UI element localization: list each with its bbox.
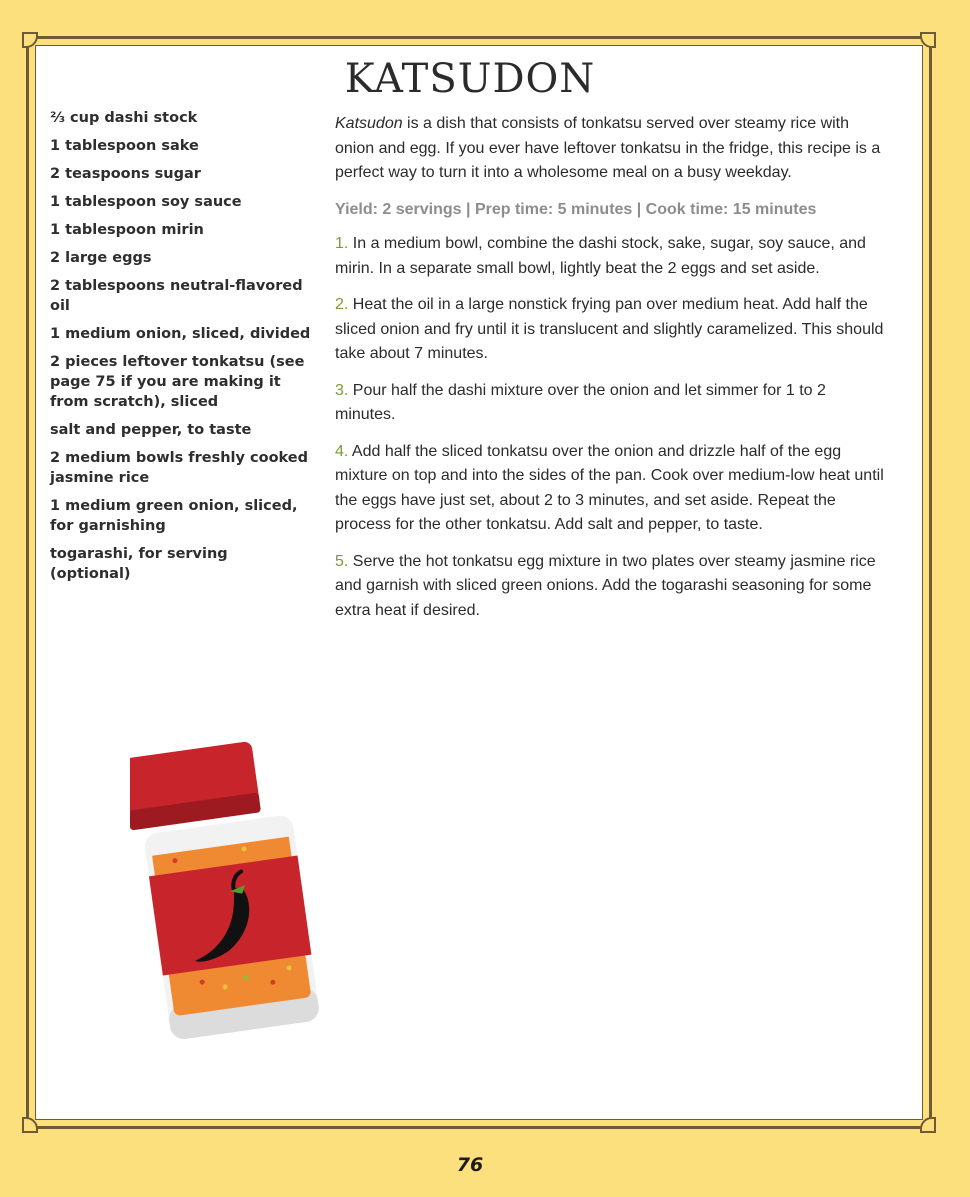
step-number: 3. bbox=[335, 381, 349, 399]
step-number: 4. bbox=[335, 442, 349, 460]
ingredient-item: 2 large eggs bbox=[50, 250, 152, 266]
step-text: Heat the oil in a large nonstick frying pan over medium heat. Add half the sliced onion and fry until it is translucent and slightly caramelized. This should take about 7 minutes. bbox=[335, 296, 884, 362]
step-number: 1. bbox=[335, 235, 349, 252]
ingredient-item: 2 teaspoons sugar bbox=[50, 166, 201, 182]
recipe-step bbox=[335, 293, 885, 367]
ingredient-item: 1 tablespoon mirin bbox=[50, 222, 204, 238]
ingredient-item: 2 tablespoons neutral-flavored oil bbox=[50, 278, 303, 314]
recipe-intro bbox=[335, 112, 885, 186]
recipe-step bbox=[335, 440, 885, 538]
ingredient-item: 1 medium green onion, sliced, for garnishing bbox=[50, 498, 298, 534]
recipe-title: KATSUDON bbox=[344, 56, 596, 102]
step-number: 2. bbox=[335, 296, 349, 313]
recipe-step bbox=[335, 379, 885, 428]
dish-name: Katsudon bbox=[335, 115, 403, 132]
ingredient-item: 1 tablespoon soy sauce bbox=[50, 194, 242, 210]
ingredient-item: 1 medium onion, sliced, divided bbox=[50, 326, 311, 342]
recipe-meta: Yield: 2 servings | Prep time: 5 minutes | Cook time: 15 minutes bbox=[335, 200, 817, 218]
page-number: 76 bbox=[456, 1154, 484, 1176]
recipe-body bbox=[335, 112, 885, 635]
ingredient-item: 2 medium bowls freshly cooked jasmine rice bbox=[50, 450, 308, 486]
step-text: Pour half the dashi mixture over the onion and let simmer for 1 to 2 minutes. bbox=[335, 381, 826, 423]
step-text: Add half the sliced tonkatsu over the onion and drizzle half of the egg mixture on top and into the sides of the pan. Cook over medium-low heat until the eggs have just set, about 2 to 3 minutes, and set aside. Repeat the process for the other tonkatsu. Add salt and pepper, to taste. bbox=[335, 442, 884, 533]
recipe-step bbox=[335, 550, 885, 624]
ingredient-item: ⅔ cup dashi stock bbox=[50, 110, 198, 126]
ingredient-item: 1 tablespoon sake bbox=[50, 138, 199, 154]
ingredient-list bbox=[50, 108, 312, 592]
step-text: In a medium bowl, combine the dashi stock, sake, sugar, soy sauce, and mirin. In a separate small bowl, lightly beat the 2 eggs and set aside. bbox=[335, 235, 866, 277]
intro-text: is a dish that consists of tonkatsu served over steamy rice with onion and egg. If you ever have leftover tonkatsu in the fridge, this recipe is a perfect way to turn it into a wholesome meal on a busy weekday. bbox=[335, 115, 881, 181]
ingredient-item: togarashi, for serving (optional) bbox=[50, 546, 228, 582]
spice-shaker-chili-icon bbox=[130, 728, 320, 1058]
step-number: 5. bbox=[335, 552, 349, 570]
step-text: Serve the hot tonkatsu egg mixture in two plates over steamy jasmine rice and garnish with sliced green onions. Add the togarashi seasoning for some extra heat if desired. bbox=[335, 552, 876, 619]
ingredient-item: 2 pieces leftover tonkatsu (see page 75 if you are making it from scratch), sliced bbox=[50, 354, 305, 410]
recipe-step bbox=[335, 232, 885, 281]
ingredient-item: salt and pepper, to taste bbox=[50, 422, 252, 438]
